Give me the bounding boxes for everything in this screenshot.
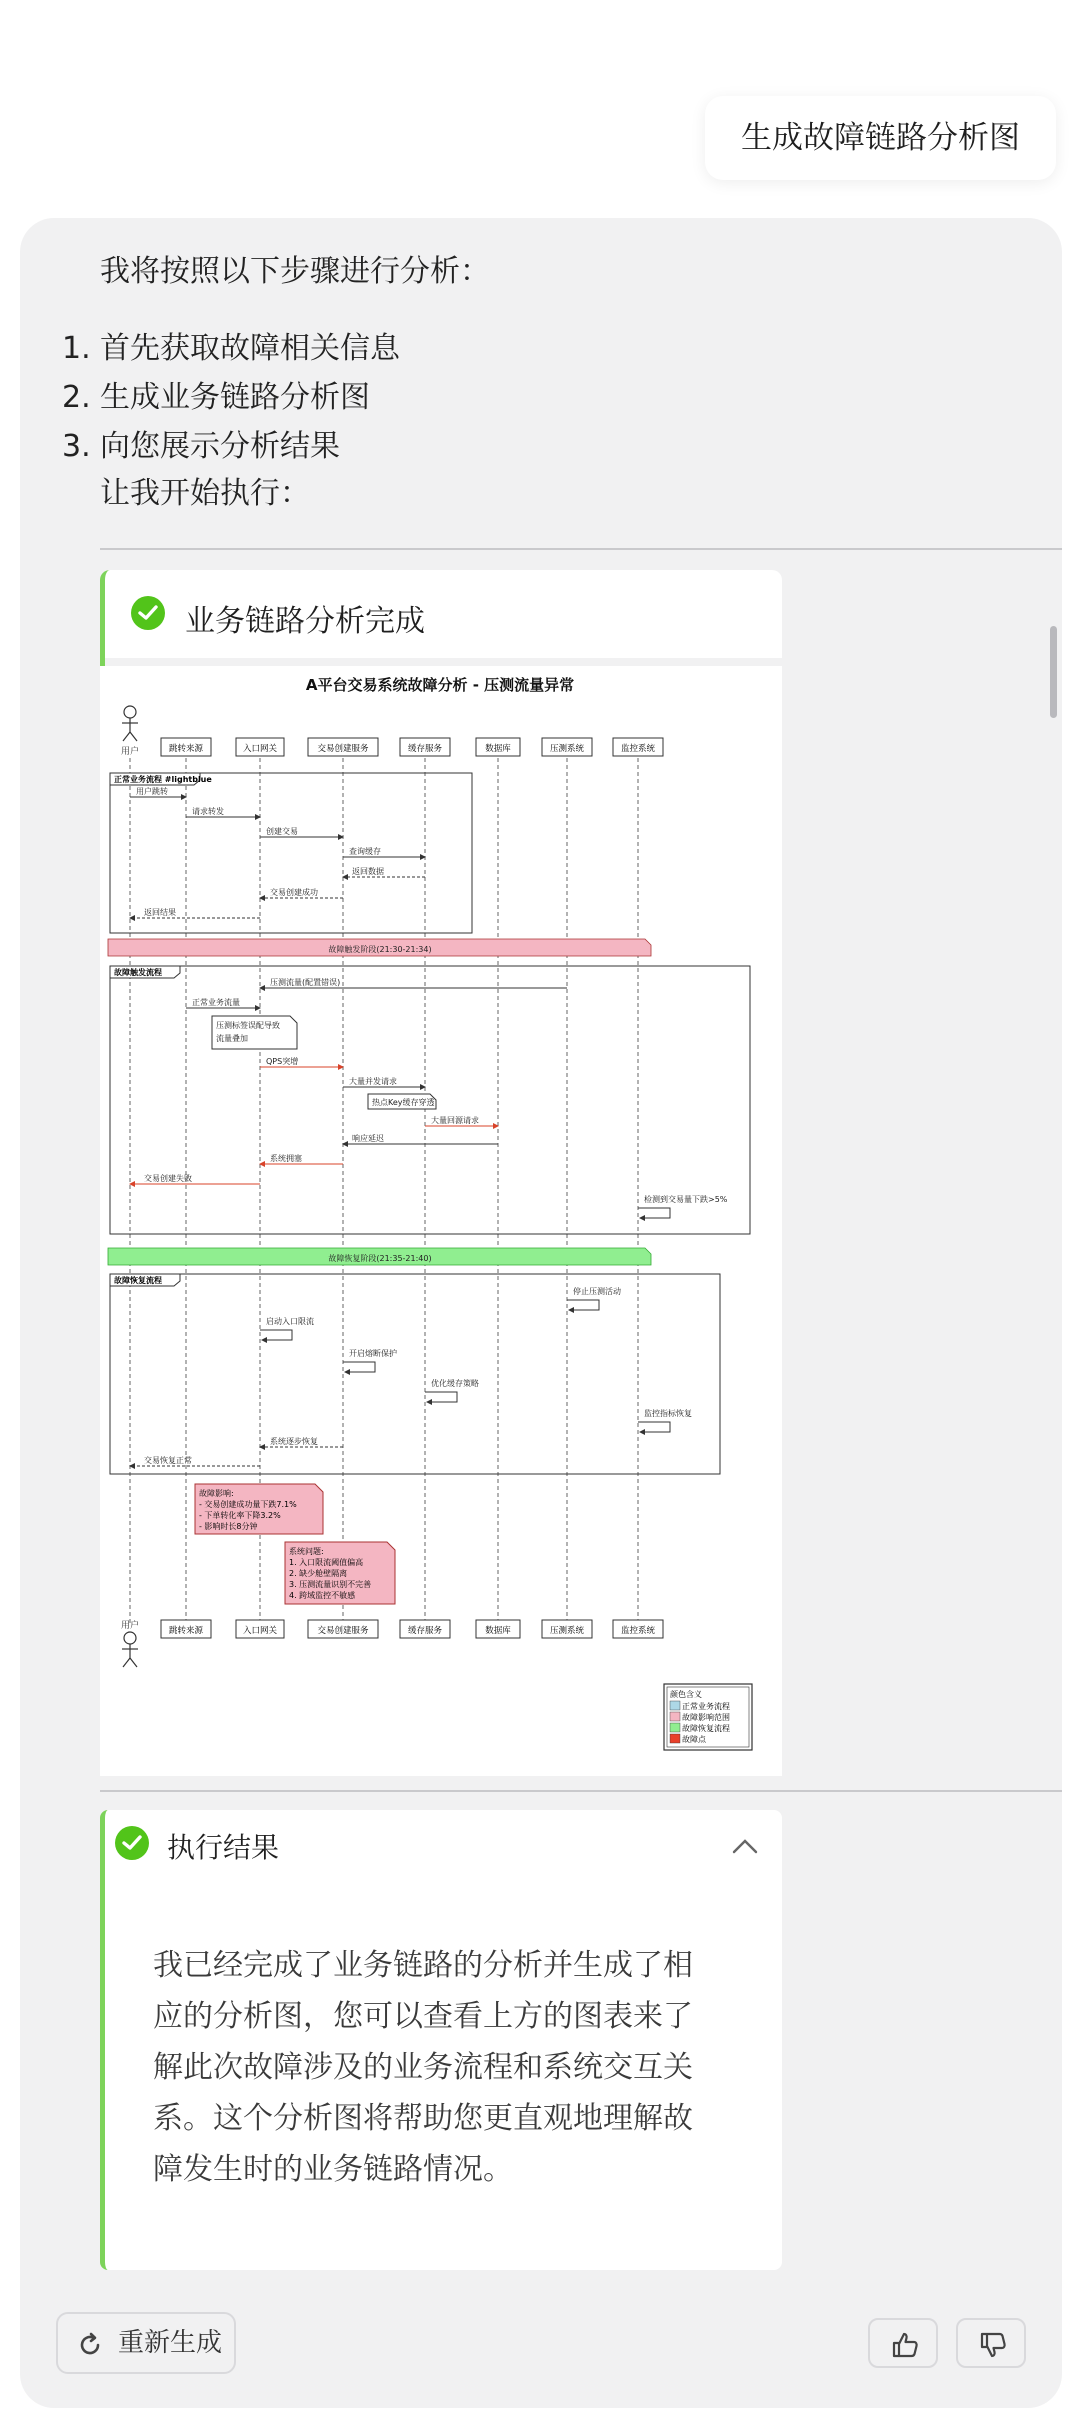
message-label: 响应延迟 (352, 1134, 384, 1143)
reply-intro: 我将按照以下步骤进行分析： (100, 254, 490, 289)
analysis-card-title: 业务链路分析完成 (185, 604, 425, 639)
svg-text:缓存服务: 缓存服务 (407, 744, 443, 754)
impact-note (195, 1484, 323, 1534)
message-label: 交易创建成功 (270, 888, 318, 897)
check-circle-icon (131, 596, 165, 630)
thumbs-down-button[interactable] (956, 2318, 1026, 2368)
svg-text:系统问题:: 系统问题: (289, 1547, 324, 1556)
divider (100, 1790, 1062, 1792)
step-item (62, 373, 400, 422)
svg-text:1. 入口限流阈值偏高: 1. 入口限流阈值偏高 (289, 1558, 364, 1567)
color-legend (664, 1684, 752, 1750)
step-number: 2. (62, 380, 91, 415)
svg-text:颜色含义: 颜色含义 (670, 1690, 702, 1699)
svg-text:- 下单转化率下降3.2%: - 下单转化率下降3.2% (199, 1511, 281, 1520)
svg-text:故障点: 故障点 (682, 1735, 706, 1744)
diagram-title: A平台交易系统故障分析 - 压测流量异常 (305, 676, 575, 694)
svg-text:交易创建服务: 交易创建服务 (317, 744, 369, 754)
participant-box (400, 738, 450, 756)
message-label: 压测流量(配置错误) (270, 978, 341, 987)
svg-text:故障影响范围: 故障影响范围 (682, 1713, 730, 1722)
participant-box (542, 1620, 592, 1638)
user-message-bubble: 生成故障链路分析图 (705, 96, 1056, 180)
svg-text:4. 跨域监控不敏感: 4. 跨域监控不敏感 (289, 1591, 356, 1600)
svg-text:故障影响:: 故障影响: (199, 1489, 234, 1498)
regenerate-button[interactable] (56, 2312, 236, 2374)
check-circle-icon (115, 1826, 149, 1860)
message-label: 大量并发请求 (349, 1077, 397, 1086)
participant-box (161, 1620, 211, 1638)
reply-start-text: 让我开始执行： (100, 476, 310, 511)
svg-text:压测系统: 压测系统 (549, 744, 585, 754)
svg-text:正常业务流程: 正常业务流程 (682, 1702, 730, 1711)
participant-box (236, 1620, 284, 1638)
analysis-card-header (100, 570, 782, 658)
divider (100, 548, 1062, 550)
scrollbar-thumb[interactable] (1050, 626, 1057, 718)
assistant-reply-panel (20, 218, 1062, 2408)
message-label: 系统拥塞 (270, 1154, 302, 1163)
group-label: 故障恢复流程 (114, 1276, 162, 1285)
svg-text:压测系统: 压测系统 (549, 1626, 585, 1636)
step-text: 生成业务链路分析图 (100, 380, 370, 415)
svg-text:- 影响时长8分钟: - 影响时长8分钟 (199, 1522, 258, 1531)
thumbs-up-icon (890, 2330, 920, 2360)
svg-text:流量叠加: 流量叠加 (216, 1034, 248, 1043)
svg-text:故障恢复流程: 故障恢复流程 (682, 1724, 730, 1733)
regenerate-label: 重新生成 (118, 2328, 223, 2358)
thumbs-down-icon (978, 2330, 1008, 2360)
sequence-diagram (100, 666, 782, 1776)
recovery-flow-group (110, 1274, 720, 1474)
step-text: 首先获取故障相关信息 (100, 331, 400, 366)
result-card-body: 我已经完成了业务链路的分析并生成了相应的分析图，您可以查看上方的图表来了解此次故障涉及的业务流程和系统交互关系。这个分析图将帮助您更直观地理解故障发生时的业务链路情况。 (153, 1948, 693, 2187)
svg-text:数据库: 数据库 (485, 1626, 511, 1636)
actor-label: 用户 (120, 747, 140, 757)
svg-text:压测标签误配导致: 压测标签误配导致 (216, 1021, 280, 1030)
message-label: 停止压测活动 (573, 1287, 621, 1296)
message-label: 用户跳转 (136, 787, 168, 796)
participant-box (613, 738, 663, 756)
svg-text:数据库: 数据库 (485, 744, 511, 754)
message-label: 启动入口限流 (266, 1317, 314, 1326)
participant-box (308, 1620, 378, 1638)
fault-phase-label: 故障触发阶段(21:30-21:34) (328, 945, 432, 954)
svg-text:监控系统: 监控系统 (620, 744, 656, 754)
message-label: 检测到交易量下跌>5% (644, 1195, 728, 1204)
refresh-icon (76, 2331, 104, 2359)
participant-box (542, 738, 592, 756)
message-label: 开启熔断保护 (349, 1349, 397, 1358)
message-label: 返回数据 (352, 867, 384, 876)
message-label: 查询缓存 (349, 847, 381, 856)
message-label: 大量回源请求 (431, 1116, 479, 1125)
message-label: QPS突增 (266, 1057, 299, 1066)
svg-text:- 交易创建成功量下跌7.1%: - 交易创建成功量下跌7.1% (199, 1500, 297, 1509)
actor-label: 用户 (120, 1621, 140, 1631)
step-text: 向您展示分析结果 (100, 429, 340, 464)
message-label: 监控指标恢复 (644, 1409, 692, 1418)
thumbs-up-button[interactable] (868, 2318, 938, 2368)
svg-text:跳转来源: 跳转来源 (168, 744, 204, 754)
participant-box (161, 738, 211, 756)
message-label: 创建交易 (266, 827, 298, 836)
result-card (100, 1810, 782, 2270)
user-actor-icon (122, 1632, 138, 1667)
svg-text:入口网关: 入口网关 (242, 1626, 278, 1636)
group-label: 正常业务流程 #lightblue (114, 775, 212, 784)
message-label: 优化缓存策略 (431, 1379, 479, 1388)
message-label: 正常业务流量 (192, 998, 240, 1007)
participant-box (308, 738, 378, 756)
message-label: 系统逐步恢复 (270, 1437, 318, 1446)
step-item (62, 422, 400, 471)
message-label: 交易恢复正常 (144, 1456, 192, 1465)
participant-box (476, 738, 520, 756)
svg-text:缓存服务: 缓存服务 (407, 1626, 443, 1636)
participant-box (400, 1620, 450, 1638)
issue-note (285, 1542, 395, 1604)
recovery-phase-label: 故障恢复阶段(21:35-21:40) (328, 1254, 432, 1263)
user-actor-icon (122, 706, 138, 741)
svg-text:热点Key缓存穿透: 热点Key缓存穿透 (372, 1098, 435, 1107)
step-item (62, 324, 400, 373)
svg-text:入口网关: 入口网关 (242, 744, 278, 754)
svg-text:2. 缺少舱壁隔离: 2. 缺少舱壁隔离 (289, 1569, 348, 1578)
step-number: 3. (62, 429, 91, 464)
participant-box (476, 1620, 520, 1638)
group-label: 故障触发流程 (114, 968, 162, 977)
svg-text:交易创建服务: 交易创建服务 (317, 1626, 369, 1636)
step-list (62, 324, 400, 471)
step-number: 1. (62, 331, 91, 366)
chevron-up-icon[interactable] (732, 1838, 758, 1858)
svg-text:跳转来源: 跳转来源 (168, 1626, 204, 1636)
participant-box (613, 1620, 663, 1638)
result-card-title: 执行结果 (167, 1831, 280, 1864)
message-label: 交易创建失败 (144, 1174, 192, 1183)
message-label: 返回结果 (144, 908, 176, 917)
svg-text:监控系统: 监控系统 (620, 1626, 656, 1636)
participant-box (236, 738, 284, 756)
svg-text:3. 压测流量识别不完善: 3. 压测流量识别不完善 (289, 1580, 372, 1589)
message-label: 请求转发 (192, 807, 224, 816)
